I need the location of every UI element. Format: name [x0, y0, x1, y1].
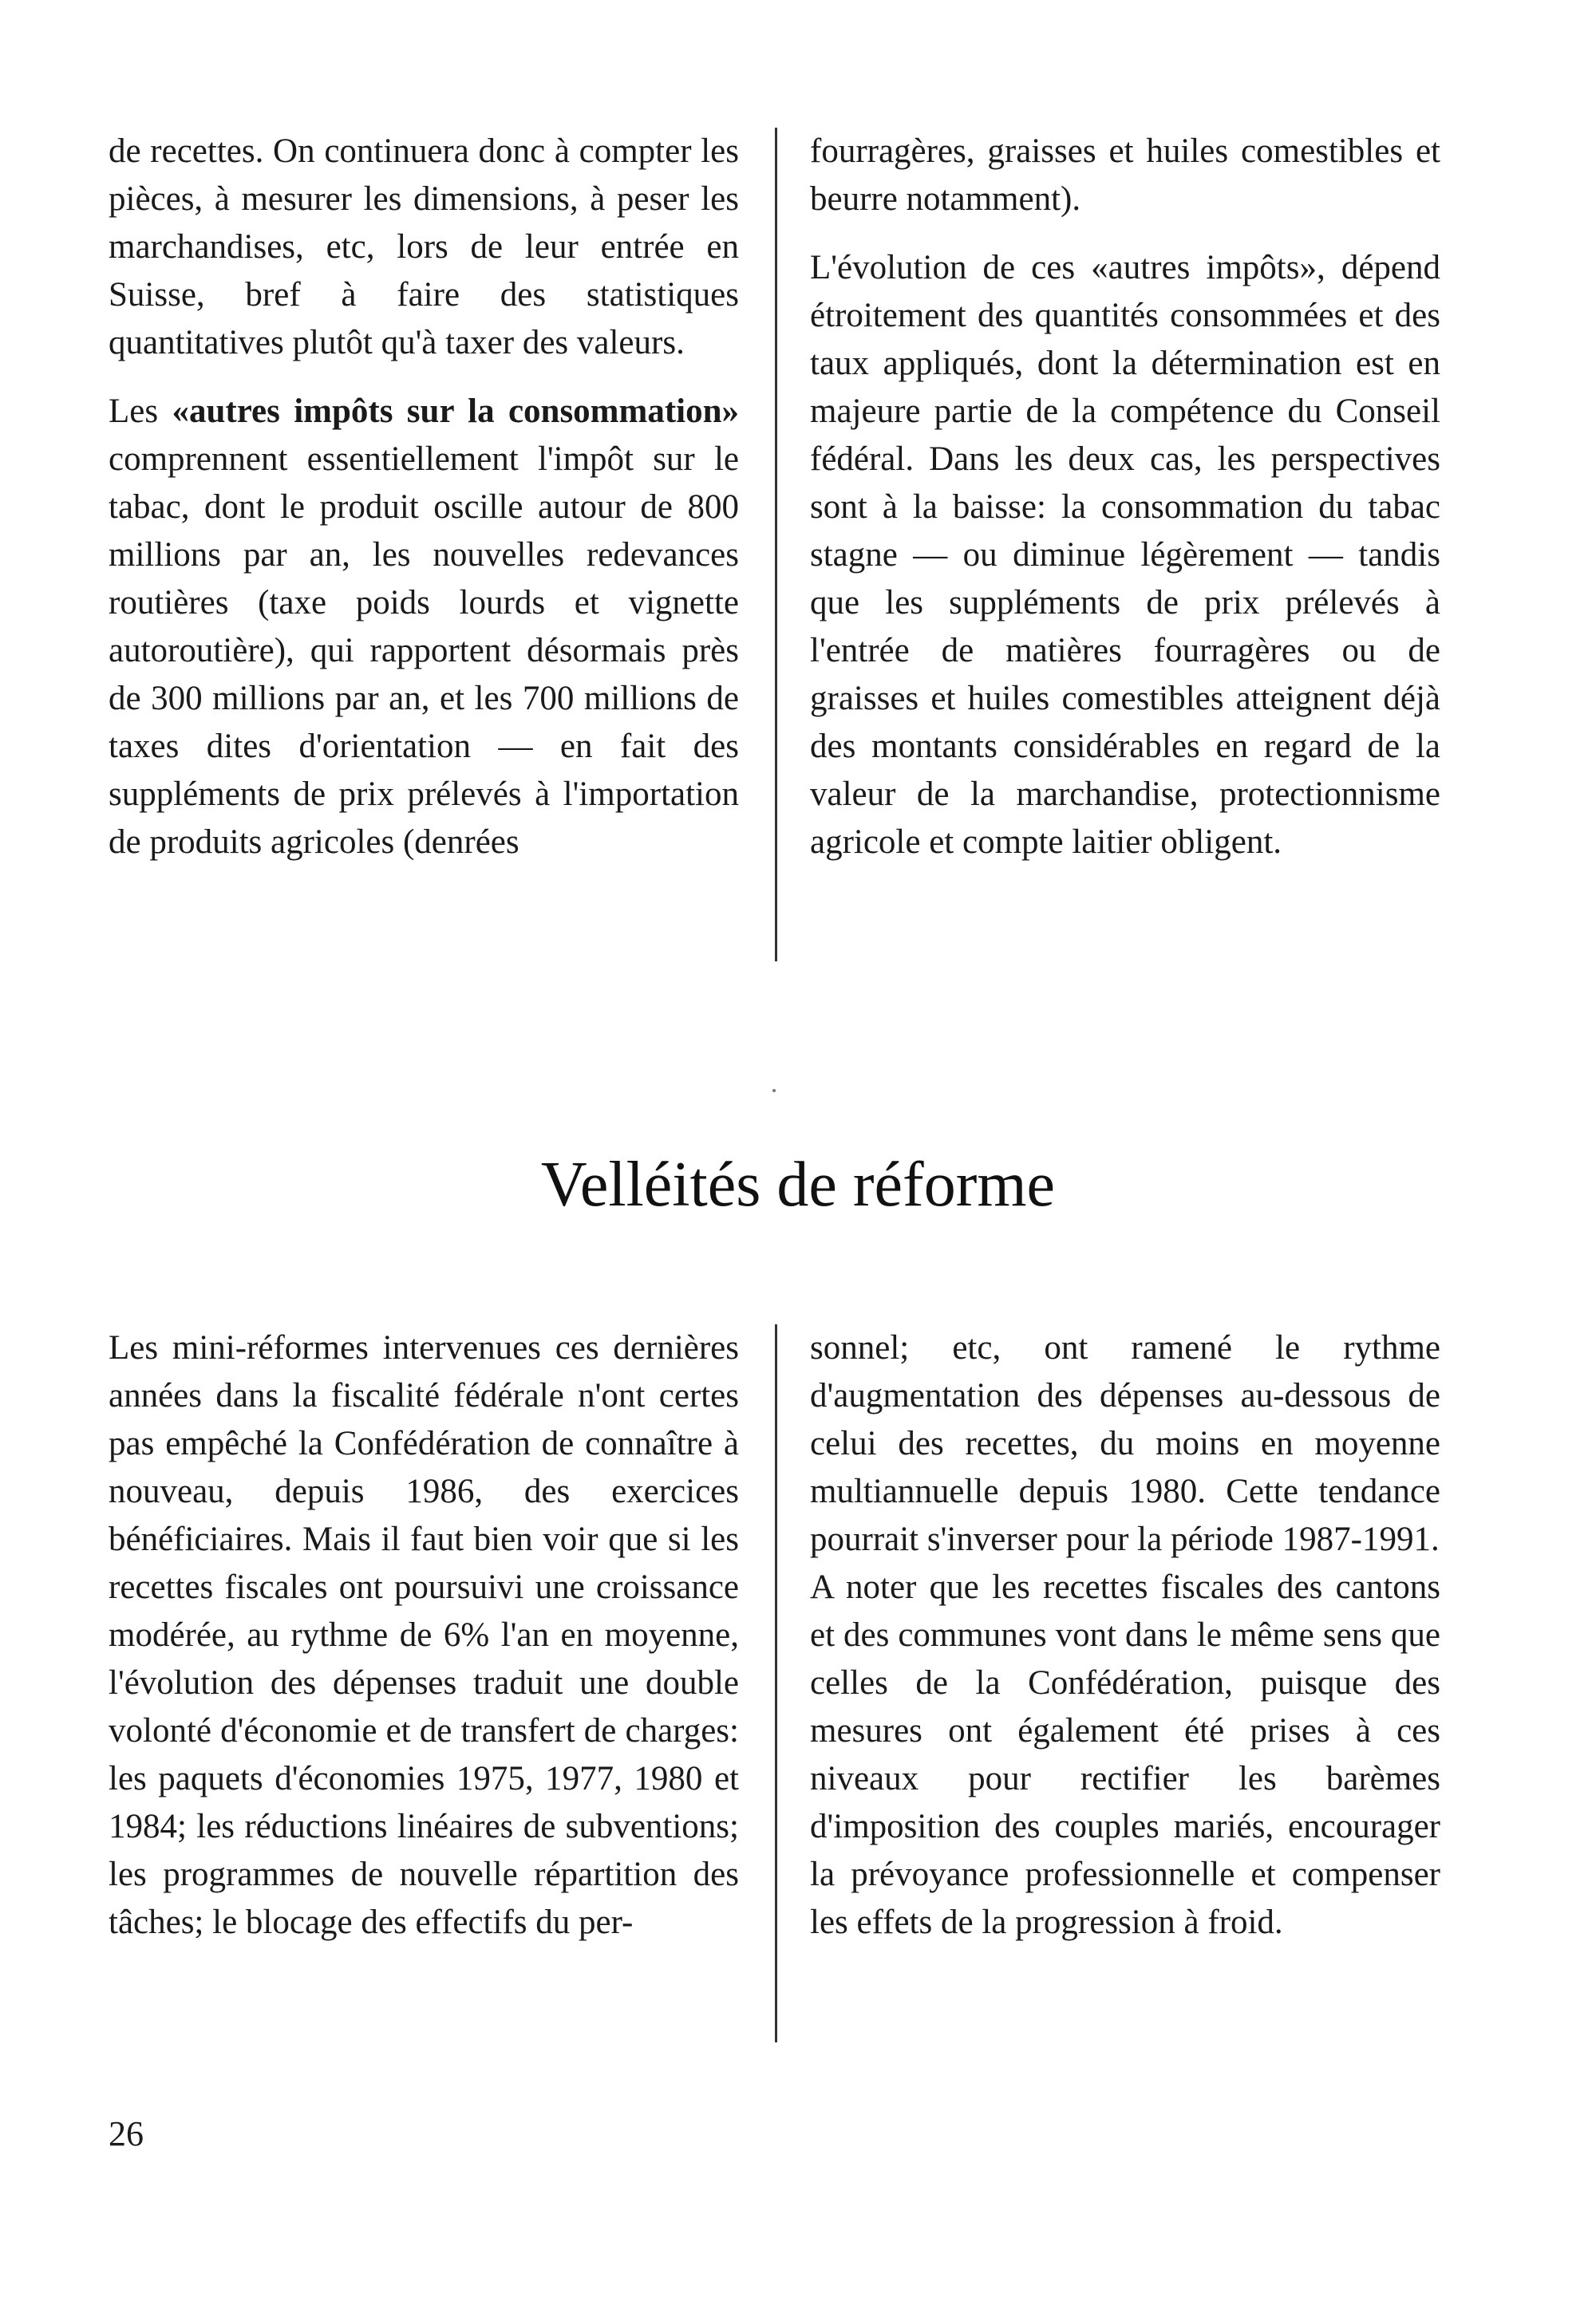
bottom-right-column [810, 1324, 1440, 1947]
bottom-left-column [109, 1324, 739, 1947]
bottom-column-divider [775, 1324, 777, 2042]
page-number: 26 [109, 2114, 144, 2153]
top-right-paragraph-2: L'évolution de ces «autres impôts», dépend étroitement des quantités consommées et des taux appliqués, dont la détermination est en majeure partie de la compétence du Conseil fédéral. Dans les deux cas, les perspectives sont à la baisse: la consommation du tabac stagne — ou diminue légèrement — tandis que les suppléments de prix prélevés à l'entrée de matières fourragères ou de graisses et huiles comestibles atteignent déjà des montants considérables en regard de la valeur de la marchandise, protectionnisme agricole et compte laitier obligent. [810, 249, 1440, 861]
top-column-divider [775, 128, 777, 961]
section-heading: Velléités de réforme [540, 1150, 1056, 1220]
top-right-column [810, 128, 1440, 866]
top-left-paragraph-2-rest: comprennent essentiellement l'impôt sur le tabac, dont le produit oscille autour de 800 millions par an, les nouvelles redevances routières (taxe poids lourds et vignette autoroutière), qui rapportent désormais près de 300 millions par an, et les 700 millions de taxes dites d'orientation — en fait des suppléments de prix prélevés à l'importation de produits agricoles (denrées [109, 440, 739, 861]
top-left-paragraph-2-lead: Les [109, 393, 172, 430]
bottom-right-paragraph-1: sonnel; etc, ont ramené le rythme d'augmentation des dépenses au-dessous de celui des recettes, du moins en moyenne multiannuelle depuis 1980. Cette tendance pourrait s'inverser pour la période 1987-1991. [810, 1329, 1440, 1558]
top-left-paragraph-1: de recettes. On continuera donc à compter les pièces, à mesurer les dimensions, à peser les marchandises, etc, lors de leur entrée en Suisse, bref à faire des statistiques quantitatives plutôt qu'à taxer des valeurs. [109, 132, 739, 361]
top-left-paragraph-2 [109, 388, 739, 866]
bottom-right-paragraph-2: A noter que les recettes fiscales des cantons et des communes vont dans le même sens que celles de la Confédération, puisque des mesures ont également été prises à ces niveaux pour rectifier les barèmes d'imposition des couples mariés, encourager la prévoyance professionnelle et compenser les effets de la progression à froid. [810, 1568, 1440, 1941]
bottom-left-paragraph-1: Les mini-réformes intervenues ces dernières années dans la fiscalité fédérale n'ont certes pas empêché la Confédération de connaître à nouveau, depuis 1986, des exercices bénéficiaires. Mais il faut bien voir que si les recettes fiscales ont poursuivi une croissance modérée, au rythme de 6% l'an en moyenne, l'évolution des dépenses traduit une double volonté d'économie et de transfert de charges: les paquets d'économies 1975, 1977, 1980 et 1984; les réductions linéaires de subventions; les programmes de nouvelle répartition des tâches; le blocage des effectifs du per- [109, 1329, 739, 1941]
autres-impots-bold-term: «autres impôts sur la consommation» [172, 393, 739, 430]
top-left-column [109, 128, 739, 866]
top-right-paragraph-1: fourragères, graisses et huiles comestibles et beurre notamment). [810, 132, 1440, 218]
stray-dot [772, 1089, 776, 1092]
